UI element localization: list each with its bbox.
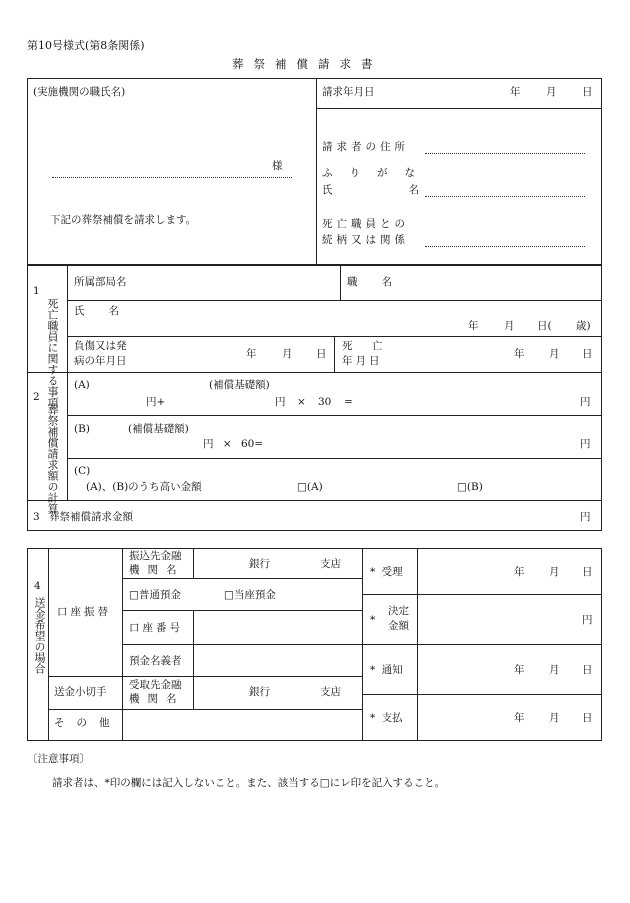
- death-month: 月: [549, 348, 560, 360]
- recv-bank-word: 銀行: [249, 686, 270, 698]
- relation-label-1: 死亡職員との: [322, 218, 409, 230]
- payment-label: * 支払: [370, 712, 403, 724]
- request-text: 下記の葬祭補償を請求します。: [50, 214, 197, 226]
- account-holder-label: 預金名義者: [129, 655, 182, 667]
- row-a-times: ×: [297, 396, 306, 408]
- death-label-1: 死 亡: [342, 340, 391, 352]
- bank-label-2: 機関名: [129, 564, 185, 576]
- furigana-label: ふりがな: [322, 167, 432, 179]
- total-amount-yen: 円: [580, 511, 591, 523]
- dept-label: 所属部局名: [74, 276, 127, 288]
- checkbox-option-a[interactable]: □(A): [297, 481, 323, 493]
- sama-label: 様: [272, 160, 283, 172]
- row-a-equals: =: [344, 396, 353, 408]
- injury-day: 日: [316, 348, 327, 360]
- requester-name-label: 氏名: [322, 184, 495, 196]
- row-b-label: (B): [74, 423, 90, 435]
- decision-yen: 円: [582, 614, 593, 626]
- injury-month: 月: [282, 348, 293, 360]
- form-number: 第10号様式(第8条関係): [27, 39, 145, 52]
- deceased-name-label: 氏名: [74, 305, 143, 317]
- agency-label: (実施機関の職氏名): [33, 86, 126, 98]
- injury-year: 年: [246, 348, 257, 360]
- death-label-2: 年月日: [342, 355, 383, 367]
- receipt-year: 年: [514, 566, 525, 578]
- row-a-yen-plus: 円+: [146, 396, 166, 408]
- row-b-formula: 円 × 60=: [203, 438, 264, 450]
- decision-label-1: 決定: [388, 605, 409, 617]
- birth-month: 月: [504, 320, 515, 332]
- branch-word: 支店: [320, 558, 341, 570]
- transfer-label: 口座振替: [57, 606, 111, 618]
- other-label: その他: [54, 717, 122, 729]
- row-a-number: 30: [318, 396, 332, 408]
- bank-word: 銀行: [249, 558, 270, 570]
- injury-label-2: 病の年月日: [74, 355, 127, 367]
- recv-bank-label-2: 機関名: [129, 693, 185, 705]
- account-number-label: 口座番号: [129, 622, 183, 634]
- payment-day: 日: [582, 712, 593, 724]
- recv-bank-label-1: 受取先金融: [129, 679, 182, 691]
- row-b-base-label: (補償基礎額): [128, 423, 189, 435]
- ymd-year: 年: [510, 86, 521, 98]
- recv-branch-word: 支店: [320, 686, 341, 698]
- ymd-day: 日: [582, 86, 593, 98]
- section2-number: 2: [33, 391, 40, 403]
- death-day: 日: [582, 348, 593, 360]
- decision-star: *: [370, 614, 376, 626]
- checkbox-ordinary-deposit[interactable]: □普通預金: [129, 589, 181, 601]
- page-title: 葬祭補償請求書: [232, 57, 383, 71]
- section4-number: 4: [34, 580, 41, 592]
- notice-label: * 通知: [370, 664, 403, 676]
- death-year: 年: [514, 348, 525, 360]
- receipt-label: * 受理: [370, 566, 403, 578]
- receipt-month: 月: [549, 566, 560, 578]
- birth-age: 歳): [576, 320, 591, 332]
- payment-month: 月: [549, 712, 560, 724]
- birth-year: 年: [468, 320, 479, 332]
- section1-header: 死亡職員に関する事項: [46, 298, 59, 408]
- receipt-day: 日: [582, 566, 593, 578]
- agency-name-line[interactable]: [52, 177, 292, 178]
- requester-box: [27, 78, 602, 265]
- row-c-text: (A)、(B)のうち高い金額: [86, 481, 202, 493]
- injury-label-1: 負傷又は発: [74, 340, 127, 352]
- name-line[interactable]: [425, 196, 585, 197]
- row-c-label: (C): [74, 465, 91, 477]
- row-b-result-yen: 円: [580, 438, 591, 450]
- position-label: 職名: [347, 276, 416, 288]
- bank-label-1: 振込先金融: [129, 550, 182, 562]
- relation-label-2: 続柄又は関係: [322, 234, 409, 246]
- payment-year: 年: [514, 712, 525, 724]
- relation-line[interactable]: [425, 246, 585, 247]
- address-label: 請求者の住所: [322, 141, 409, 153]
- checkbox-option-b[interactable]: □(B): [457, 481, 483, 493]
- notice-year: 年: [514, 664, 525, 676]
- request-date-label: 請求年月日: [322, 86, 375, 98]
- row-a-result-yen: 円: [580, 396, 591, 408]
- notes-heading: 〔注意事項〕: [27, 753, 90, 765]
- row-a-label: (A): [74, 379, 90, 391]
- notice-month: 月: [549, 664, 560, 676]
- row-a-yen: 円: [275, 396, 286, 408]
- row-a-base-label: (補償基礎額): [209, 379, 270, 391]
- ymd-month: 月: [546, 86, 557, 98]
- notice-day: 日: [582, 664, 593, 676]
- money-order-label: 送金小切手: [54, 686, 107, 698]
- section4-header: 送金希望の場合: [32, 597, 46, 674]
- notes-text: 請求者は、*印の欄には記入しないこと。また、該当する□にレ印を記入すること。: [52, 777, 446, 789]
- total-amount-label: 3 葬祭補償請求金額: [33, 511, 134, 523]
- checkbox-current-deposit[interactable]: □当座預金: [224, 589, 276, 601]
- decision-label-2: 金額: [388, 620, 409, 632]
- section1-number: 1: [33, 285, 40, 297]
- section2-header: 葬祭補償請求額の計算: [46, 404, 59, 514]
- birth-day: 日(: [537, 320, 552, 332]
- address-line[interactable]: [425, 153, 585, 154]
